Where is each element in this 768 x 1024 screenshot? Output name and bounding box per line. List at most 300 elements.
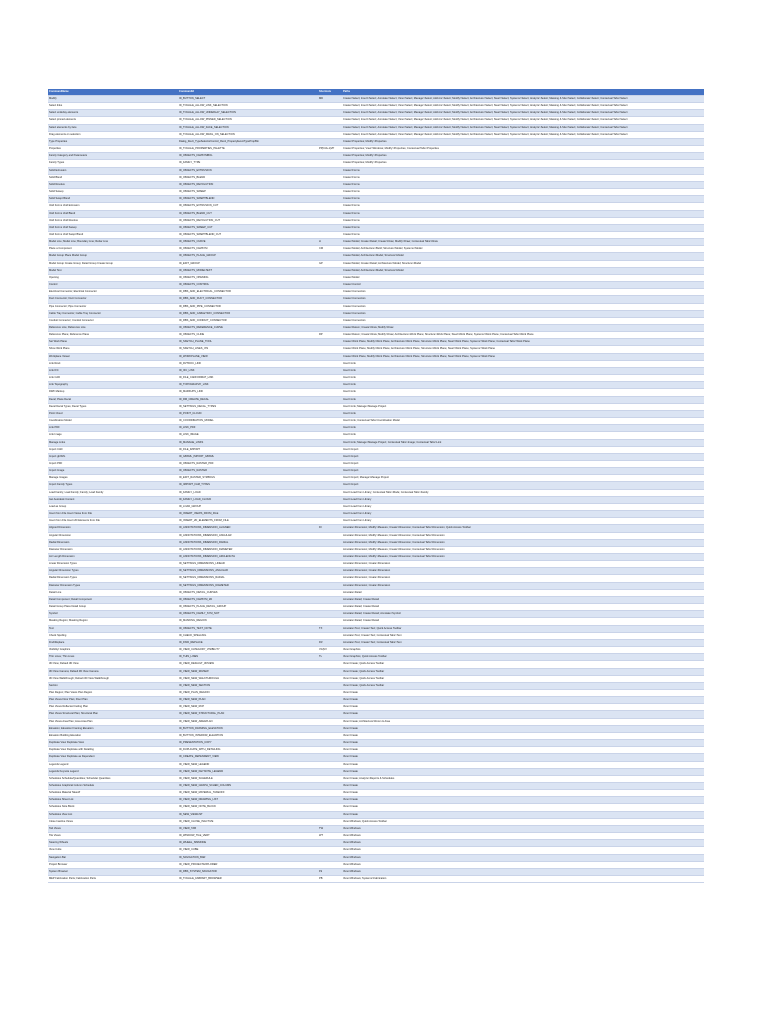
shortcuts-cell[interactable] <box>318 596 342 603</box>
command-id-cell[interactable]: ID_VIEW_NEW_3DVIEW <box>178 668 318 675</box>
command-name-cell[interactable]: Load as Group <box>48 503 178 510</box>
paths-cell[interactable]: Create>Properties; View>Windows; Modify>Properties; Contextual Tabs>Properties <box>342 146 704 153</box>
paths-cell[interactable]: Create>Connectors <box>342 317 704 324</box>
paths-cell[interactable]: Annotate>Dimension; Modify>Measure; Create>Dimension; Contextual Tabs>Dimension <box>342 532 704 539</box>
command-id-cell[interactable]: ID_FILE_IMPORT <box>178 446 318 453</box>
command-id-cell[interactable]: ID_VIEW_DEFAULT_3DVIEW <box>178 661 318 668</box>
command-id-cell[interactable]: ID_OBJECTS_TEXT_NOTE <box>178 625 318 632</box>
paths-cell[interactable]: Insert>Link <box>342 389 704 396</box>
command-id-cell[interactable]: ID_VIEW_NEW_MATERIAL_TAKEOFF <box>178 790 318 797</box>
shortcuts-cell[interactable] <box>318 110 342 117</box>
paths-cell[interactable]: Annotate>Dimension; Modify>Measure; Create>Dimension; Contextual Tabs>Dimension <box>342 539 704 546</box>
command-id-cell[interactable]: ID_COORDINATION_MODEL <box>178 418 318 425</box>
shortcuts-cell[interactable] <box>318 289 342 296</box>
command-id-cell[interactable]: ID_TOPOGRAPHY_LINK <box>178 382 318 389</box>
paths-cell[interactable]: Insert>Load from Library <box>342 518 704 525</box>
paths-cell[interactable]: View>Graphics; Quick Access Toolbar <box>342 654 704 661</box>
paths-cell[interactable]: Insert>Link; Manage>Manage Project <box>342 403 704 410</box>
shortcuts-cell[interactable]: FR <box>318 639 342 646</box>
command-name-cell[interactable]: Select links <box>48 103 178 110</box>
shortcuts-cell[interactable] <box>318 797 342 804</box>
paths-cell[interactable]: Annotate>Dimension; Create>Dimension <box>342 575 704 582</box>
paths-cell[interactable]: Insert>Link <box>342 425 704 432</box>
header-command-name[interactable]: CommandName <box>48 89 178 96</box>
paths-cell[interactable]: View>Windows <box>342 861 704 868</box>
command-name-cell[interactable]: Legends Keynote Legend <box>48 768 178 775</box>
command-name-cell[interactable]: Schedules Graphical Column Schedule <box>48 783 178 790</box>
command-name-cell[interactable]: Solid Sweep <box>48 189 178 196</box>
shortcuts-cell[interactable] <box>318 604 342 611</box>
paths-cell[interactable]: Annotate>Text; Create>Text; Contextual Tabs>Text <box>342 632 704 639</box>
shortcuts-cell[interactable] <box>318 217 342 224</box>
command-id-cell[interactable]: ID_MANAGE_LINKS <box>178 439 318 446</box>
command-name-cell[interactable]: Properties <box>48 146 178 153</box>
command-name-cell[interactable]: Angular Dimension <box>48 532 178 539</box>
command-id-cell[interactable]: ID_MASKING_REGION <box>178 618 318 625</box>
command-name-cell[interactable]: Tab Views <box>48 825 178 832</box>
command-name-cell[interactable]: Link Image <box>48 432 178 439</box>
shortcuts-cell[interactable] <box>318 453 342 460</box>
shortcuts-cell[interactable]: PB <box>318 876 342 883</box>
shortcuts-cell[interactable] <box>318 818 342 825</box>
shortcuts-cell[interactable] <box>318 231 342 238</box>
command-id-cell[interactable]: ID_VIEW_NEW_LEGEND <box>178 761 318 768</box>
paths-cell[interactable]: Annotate>Detail; Create>Detail <box>342 596 704 603</box>
command-id-cell[interactable]: ID_RBS_SYSTEM_NAVIGATOR <box>178 868 318 875</box>
header-paths[interactable]: Paths <box>342 89 704 96</box>
command-name-cell[interactable]: Coordination Model <box>48 418 178 425</box>
paths-cell[interactable]: Create>Work Plane; Modify>Work Plane; Architecture>Work Plane; Structure>Work Plane; Steel>Work Plane; Systems>Work Plane <box>342 353 704 360</box>
paths-cell[interactable]: View>Create <box>342 754 704 761</box>
command-id-cell[interactable]: ID_RBS_ADD_PIPE_CONNECTOR <box>178 303 318 310</box>
shortcuts-cell[interactable] <box>318 503 342 510</box>
command-name-cell[interactable]: Family Types <box>48 160 178 167</box>
paths-cell[interactable]: Create>Forms <box>342 231 704 238</box>
shortcuts-cell[interactable]: CM <box>318 246 342 253</box>
command-name-cell[interactable]: Schedules View List <box>48 811 178 818</box>
paths-cell[interactable]: Insert>Link <box>342 367 704 374</box>
paths-cell[interactable]: Create>Forms <box>342 210 704 217</box>
paths-cell[interactable]: View>Create <box>342 725 704 732</box>
command-name-cell[interactable]: Modify <box>48 96 178 103</box>
shortcuts-cell[interactable] <box>318 138 342 145</box>
shortcuts-cell[interactable] <box>318 475 342 482</box>
shortcuts-cell[interactable] <box>318 339 342 346</box>
command-id-cell[interactable]: ID_VIEW_NEW_AREAPLAN <box>178 718 318 725</box>
command-id-cell[interactable]: ID_VIEW_NEW_WALKTHROUGH <box>178 675 318 682</box>
paths-cell[interactable]: Annotate>Detail; Create>Detail <box>342 618 704 625</box>
command-id-cell[interactable]: ID_LOAD_GROUP <box>178 503 318 510</box>
shortcuts-cell[interactable] <box>318 568 342 575</box>
command-id-cell[interactable]: ID_VIEW_NEW_STRUCTURAL_PLAN <box>178 711 318 718</box>
shortcuts-cell[interactable]: LI <box>318 239 342 246</box>
shortcuts-cell[interactable]: PP|Ctrl+1|VP <box>318 146 342 153</box>
shortcuts-cell[interactable] <box>318 210 342 217</box>
shortcuts-cell[interactable] <box>318 668 342 675</box>
shortcuts-cell[interactable] <box>318 418 342 425</box>
command-id-cell[interactable]: ID_MARKUPS_LINK <box>178 389 318 396</box>
command-name-cell[interactable]: Plan Views Structural Plan; Structural Plan <box>48 711 178 718</box>
shortcuts-cell[interactable] <box>318 410 342 417</box>
command-id-cell[interactable]: ID_SKETCH_PLANE_TOOL <box>178 339 318 346</box>
shortcuts-cell[interactable] <box>318 353 342 360</box>
shortcuts-cell[interactable] <box>318 697 342 704</box>
header-command-id[interactable]: CommandId <box>178 89 318 96</box>
shortcuts-cell[interactable] <box>318 496 342 503</box>
command-id-cell[interactable]: ID_TOGGLE_FABPART_BROWSER <box>178 876 318 883</box>
command-name-cell[interactable]: Cable Tray Connector; Cable Tray Connector <box>48 310 178 317</box>
shortcuts-cell[interactable] <box>318 682 342 689</box>
paths-cell[interactable]: Insert>Import <box>342 482 704 489</box>
paths-cell[interactable]: Insert>Link; Contextual Tabs>Coordination Model <box>342 418 704 425</box>
command-id-cell[interactable]: ID_SKETCH_LINES_VIS <box>178 346 318 353</box>
shortcuts-cell[interactable] <box>318 181 342 188</box>
command-id-cell[interactable]: ID_OBJECTS_FAMILY_SYM_NOT <box>178 611 318 618</box>
paths-cell[interactable]: View>Create; Analyze>Reports & Schedules <box>342 775 704 782</box>
paths-cell[interactable]: Insert>Import; Manage>Manage Project <box>342 475 704 482</box>
command-id-cell[interactable]: ID_BUTTON_INTERIOR_ELEVATION <box>178 732 318 739</box>
shortcuts-cell[interactable] <box>318 439 342 446</box>
command-name-cell[interactable]: Manage Links <box>48 439 178 446</box>
command-id-cell[interactable]: ID_CREATE_DEPENDENT_VIEW <box>178 754 318 761</box>
shortcuts-cell[interactable]: WT <box>318 833 342 840</box>
command-id-cell[interactable]: Dialog_Revit_TypeSelectorControl_Revit_PropertyEventTypePropBtn <box>178 138 318 145</box>
paths-cell[interactable]: Create>Select; Insert>Select; Annotate>Select; View>Select; Manage>Select; Add-Ins>Select; Modify>Select; Architecture>Select; Steel>Select; Systems>Select; Analyze>Select; Massing & Site>Select; Collaborate>Select; Contextual Tabs>Select <box>342 124 704 131</box>
command-id-cell[interactable]: ID_VIEW_NEW_GRAPH_SCHED_COLUMN <box>178 783 318 790</box>
paths-cell[interactable]: Create>Connectors <box>342 289 704 296</box>
paths-cell[interactable]: View>Windows <box>342 868 704 875</box>
command-name-cell[interactable]: Find/Replace <box>48 639 178 646</box>
command-id-cell[interactable]: ID_OBJECTS_FAMSYM_2D <box>178 596 318 603</box>
command-id-cell[interactable]: ID_VIEW_PLAN_REGION <box>178 689 318 696</box>
paths-cell[interactable]: Create>Datum; Create>Draw; Modify>Draw <box>342 325 704 332</box>
shortcuts-cell[interactable] <box>318 103 342 110</box>
shortcuts-cell[interactable] <box>318 754 342 761</box>
command-name-cell[interactable]: Import Family Types <box>48 482 178 489</box>
paths-cell[interactable]: View>Create; Architecture>Room & Area <box>342 718 704 725</box>
shortcuts-cell[interactable] <box>318 811 342 818</box>
command-name-cell[interactable]: Duct Connector; Duct Connector <box>48 296 178 303</box>
paths-cell[interactable]: Create>Forms <box>342 224 704 231</box>
command-name-cell[interactable]: Navigation Bar <box>48 854 178 861</box>
command-name-cell[interactable]: Decal Decal Types; Decal Types <box>48 403 178 410</box>
shortcuts-cell[interactable] <box>318 131 342 138</box>
shortcuts-cell[interactable] <box>318 847 342 854</box>
paths-cell[interactable]: View>Create <box>342 732 704 739</box>
command-id-cell[interactable]: ID_BUTTON_SELECT <box>178 96 318 103</box>
paths-cell[interactable]: Insert>Link <box>342 396 704 403</box>
shortcuts-cell[interactable] <box>318 203 342 210</box>
paths-cell[interactable]: View>Create <box>342 790 704 797</box>
command-id-cell[interactable]: ID_VIEW_CATEGORY_VISIBILITY <box>178 647 318 654</box>
shortcuts-cell[interactable] <box>318 740 342 747</box>
command-name-cell[interactable]: Select elements by face <box>48 124 178 131</box>
command-name-cell[interactable]: Section <box>48 682 178 689</box>
command-id-cell[interactable]: ID_OBJECTS_REVOLUTION <box>178 181 318 188</box>
paths-cell[interactable]: View>Windows <box>342 847 704 854</box>
command-id-cell[interactable]: ID_FAMILY_LOAD <box>178 489 318 496</box>
shortcuts-cell[interactable] <box>318 382 342 389</box>
command-id-cell[interactable]: ID_PRESENTATION_COPY <box>178 740 318 747</box>
shortcuts-cell[interactable] <box>318 425 342 432</box>
command-name-cell[interactable]: Project Browser <box>48 861 178 868</box>
command-id-cell[interactable]: ID_LINK_PDF <box>178 425 318 432</box>
command-name-cell[interactable]: Tile Views <box>48 833 178 840</box>
command-id-cell[interactable]: ID_OBJECTS_REFERENCE_CURVE <box>178 325 318 332</box>
shortcuts-cell[interactable] <box>318 804 342 811</box>
command-id-cell[interactable]: ID_OBJECTS_EXTRUSION_CUT <box>178 203 318 210</box>
shortcuts-cell[interactable] <box>318 704 342 711</box>
paths-cell[interactable]: Insert>Import <box>342 460 704 467</box>
paths-cell[interactable]: Create>Connectors <box>342 310 704 317</box>
command-id-cell[interactable]: ID_VIEW_NEW_KEYNOTE_LEGEND <box>178 768 318 775</box>
command-id-cell[interactable]: ID_GBXML_IMPORT_GBXML <box>178 453 318 460</box>
command-id-cell[interactable]: ID_RVTDOC_LINK <box>178 360 318 367</box>
command-name-cell[interactable]: Plan Views Floor Plan; Floor Plan <box>48 697 178 704</box>
paths-cell[interactable]: Annotate>Detail <box>342 589 704 596</box>
shortcuts-cell[interactable] <box>318 489 342 496</box>
shortcuts-cell[interactable]: TL <box>318 654 342 661</box>
shortcuts-cell[interactable]: MD <box>318 96 342 103</box>
command-id-cell[interactable]: ID_OBJECTS_REVOLUTION_CUT <box>178 217 318 224</box>
command-name-cell[interactable]: Diameter Dimension <box>48 546 178 553</box>
shortcuts-cell[interactable] <box>318 546 342 553</box>
paths-cell[interactable]: Annotate>Dimension; Create>Dimension <box>342 582 704 589</box>
command-id-cell[interactable]: ID_OBJECTS_PLACE_DETAIL_GROUP <box>178 604 318 611</box>
paths-cell[interactable]: Insert>Import <box>342 453 704 460</box>
command-name-cell[interactable]: System Browser <box>48 868 178 875</box>
command-id-cell[interactable]: ID_BUTTON_FRAMING_ELEVATION <box>178 725 318 732</box>
command-name-cell[interactable]: Linear Dimension Types <box>48 561 178 568</box>
header-shortcuts[interactable]: Shortcuts <box>318 89 342 96</box>
paths-cell[interactable]: Create>Model <box>342 274 704 281</box>
command-id-cell[interactable]: ID_FILE_CADFORMAT_LINK <box>178 375 318 382</box>
paths-cell[interactable]: View>Create; Quick Access Toolbar <box>342 661 704 668</box>
command-name-cell[interactable]: Import gbXML <box>48 453 178 460</box>
command-name-cell[interactable]: Plan Views Reflected Ceiling Plan <box>48 704 178 711</box>
command-id-cell[interactable]: ID_TOGGLE_ALLOW_UNDERLAY_SELECTION <box>178 110 318 117</box>
command-name-cell[interactable]: Void Forms Void Sweep <box>48 224 178 231</box>
command-name-cell[interactable]: Import PDF <box>48 460 178 467</box>
command-id-cell[interactable]: ID_EDIT_GROUP <box>178 260 318 267</box>
command-id-cell[interactable]: ID_RBS_ADD_DUCT_CONNECTOR <box>178 296 318 303</box>
command-name-cell[interactable]: Detail Line <box>48 589 178 596</box>
command-id-cell[interactable]: ID_RBS_ADD_ELECTRICAL_CONNECTOR <box>178 289 318 296</box>
command-id-cell[interactable]: ID_WINDOW_TILE_VERT <box>178 833 318 840</box>
paths-cell[interactable]: Insert>Link <box>342 432 704 439</box>
paths-cell[interactable]: Create>Select; Insert>Select; Annotate>Select; View>Select; Manage>Select; Add-Ins>Select; Modify>Select; Architecture>Select; Steel>Select; Systems>Select; Analyze>Select; Massing & Site>Select; Collaborate>Select; Contextual Tabs>Select <box>342 103 704 110</box>
shortcuts-cell[interactable] <box>318 783 342 790</box>
command-name-cell[interactable]: Model Line; Model Line; Boundary Line; Rebar Line <box>48 239 178 246</box>
command-name-cell[interactable]: Type Properties <box>48 138 178 145</box>
paths-cell[interactable]: Create>Datum; Create>Draw; Modify>Draw; Architecture>Work Plane; Structure>Work Plane; Steel>Work Plane; Systems>Work Plane; Contextual Tabs>Work Plane <box>342 332 704 339</box>
shortcuts-cell[interactable] <box>318 367 342 374</box>
shortcuts-cell[interactable] <box>318 554 342 561</box>
shortcuts-cell[interactable] <box>318 117 342 124</box>
shortcuts-cell[interactable] <box>318 325 342 332</box>
command-name-cell[interactable]: Elevation Building Elevation <box>48 732 178 739</box>
command-id-cell[interactable]: ID_OBJECTS_CLINE <box>178 332 318 339</box>
shortcuts-cell[interactable] <box>318 167 342 174</box>
command-name-cell[interactable]: Duplicate View Duplicate with Detailing <box>48 747 178 754</box>
shortcuts-cell[interactable] <box>318 747 342 754</box>
shortcuts-cell[interactable] <box>318 224 342 231</box>
paths-cell[interactable]: View>Create; Quick Access Toolbar <box>342 668 704 675</box>
command-id-cell[interactable]: ID_POINT_CLOUD <box>178 410 318 417</box>
command-name-cell[interactable]: Model Group Place Model Group <box>48 253 178 260</box>
command-name-cell[interactable]: Detail Component; Detail Component <box>48 596 178 603</box>
command-name-cell[interactable]: Void Forms Void Blend <box>48 210 178 217</box>
command-name-cell[interactable]: Solid Revolve <box>48 181 178 188</box>
command-name-cell[interactable]: Pipe Connector; Pipe Connector <box>48 303 178 310</box>
command-name-cell[interactable]: Void Forms Void Revolve <box>48 217 178 224</box>
paths-cell[interactable]: Insert>Link; Manage>Manage Project; Contextual Tabs>Image; Contextual Tabs>Link <box>342 439 704 446</box>
command-id-cell[interactable]: ID_SETTINGS_DIMENSIONS_ANGULAR <box>178 568 318 575</box>
paths-cell[interactable]: Annotate>Detail; Create>Detail; Annotate>Symbol <box>342 611 704 618</box>
command-name-cell[interactable]: Solid Blend <box>48 174 178 181</box>
paths-cell[interactable]: Create>Forms <box>342 217 704 224</box>
command-id-cell[interactable]: ID_IMPORT_FAM_TYPES <box>178 482 318 489</box>
command-name-cell[interactable]: Visibility/ Graphics <box>48 647 178 654</box>
command-id-cell[interactable]: ID_ANNOTATIONS_DIMENSION_ARCLENGTH <box>178 554 318 561</box>
command-name-cell[interactable]: Model Group Create Group; Detail Group Create Group <box>48 260 178 267</box>
shortcuts-cell[interactable] <box>318 761 342 768</box>
command-name-cell[interactable]: Link Topography <box>48 382 178 389</box>
shortcuts-cell[interactable] <box>318 174 342 181</box>
paths-cell[interactable]: Create>Forms <box>342 203 704 210</box>
command-id-cell[interactable]: ID_OBJECTS_PLACE_GROUP <box>178 253 318 260</box>
command-name-cell[interactable]: Drag elements on selection <box>48 131 178 138</box>
shortcuts-cell[interactable] <box>318 396 342 403</box>
command-id-cell[interactable]: ID_THIN_LINES <box>178 654 318 661</box>
command-name-cell[interactable]: Masking Region; Masking Region <box>48 618 178 625</box>
shortcuts-cell[interactable] <box>318 482 342 489</box>
shortcuts-cell[interactable] <box>318 618 342 625</box>
command-id-cell[interactable]: ID_VIEW_NEW_RCP <box>178 704 318 711</box>
command-id-cell[interactable]: ID_TOGGLE_ALLOW_DRAG_ON_SELECTION <box>178 131 318 138</box>
shortcuts-cell[interactable] <box>318 468 342 475</box>
paths-cell[interactable]: Create>Work Plane; Modify>Work Plane; Architecture>Work Plane; Structure>Work Plane; Steel>Work Plane; Systems>Work Plane <box>342 346 704 353</box>
paths-cell[interactable]: View>Windows <box>342 840 704 847</box>
command-id-cell[interactable]: ID_VIEW_PROJECTEXPLORER <box>178 861 318 868</box>
shortcuts-cell[interactable] <box>318 539 342 546</box>
shortcuts-cell[interactable] <box>318 532 342 539</box>
shortcuts-cell[interactable] <box>318 840 342 847</box>
command-id-cell[interactable]: ID_VIEW_NEW_PLAN <box>178 697 318 704</box>
command-id-cell[interactable]: ID_INSERT_2D_ELEMENTS_FROM_FILE <box>178 518 318 525</box>
paths-cell[interactable]: View>Create <box>342 740 704 747</box>
shortcuts-cell[interactable]: VG|VV <box>318 647 342 654</box>
paths-cell[interactable]: Insert>Link <box>342 382 704 389</box>
paths-cell[interactable]: View>Create <box>342 689 704 696</box>
command-name-cell[interactable]: Point Cloud <box>48 410 178 417</box>
command-name-cell[interactable]: Radial Dimension <box>48 539 178 546</box>
command-name-cell[interactable]: Schedules Sheet List <box>48 797 178 804</box>
paths-cell[interactable]: Insert>Link <box>342 410 704 417</box>
command-id-cell[interactable]: ID_RBS_ADD_CONDUIT_CONNECTOR <box>178 317 318 324</box>
command-name-cell[interactable]: 3D View Walkthrough; Default 3D View Walkthrough <box>48 675 178 682</box>
command-name-cell[interactable]: Solid Swept Blend <box>48 196 178 203</box>
command-id-cell[interactable]: ID_OBJECTS_RASTER <box>178 468 318 475</box>
command-id-cell[interactable]: ID_OBJECTS_FAMSYM <box>178 246 318 253</box>
command-name-cell[interactable]: Reference Line; Reference Line <box>48 325 178 332</box>
paths-cell[interactable]: View>Create <box>342 761 704 768</box>
shortcuts-cell[interactable] <box>318 611 342 618</box>
shortcuts-cell[interactable] <box>318 661 342 668</box>
shortcuts-cell[interactable] <box>318 403 342 410</box>
shortcuts-cell[interactable] <box>318 725 342 732</box>
command-name-cell[interactable]: Steering Wheels <box>48 840 178 847</box>
command-name-cell[interactable]: Get Autodesk Content <box>48 496 178 503</box>
shortcuts-cell[interactable] <box>318 861 342 868</box>
paths-cell[interactable]: Create>Model; Architecture>Model; Structure>Model <box>342 253 704 260</box>
paths-cell[interactable]: View>Create <box>342 811 704 818</box>
paths-cell[interactable]: Create>Properties; Modify>Properties <box>342 160 704 167</box>
paths-cell[interactable]: View>Windows; Systems>Fabrication <box>342 876 704 883</box>
command-name-cell[interactable]: Text <box>48 625 178 632</box>
command-id-cell[interactable]: ID_ANNOTATIONS_DIMENSION_RADIAL <box>178 539 318 546</box>
command-name-cell[interactable]: Reference Plane; Reference Plane <box>48 332 178 339</box>
shortcuts-cell[interactable] <box>318 775 342 782</box>
paths-cell[interactable]: Annotate>Dimension; Create>Dimension <box>342 561 704 568</box>
paths-cell[interactable]: Annotate>Dimension; Create>Dimension <box>342 568 704 575</box>
command-name-cell[interactable]: Plan Views Area Plan; Area Area Plan <box>48 718 178 725</box>
command-name-cell[interactable]: Decal; Place Decal <box>48 396 178 403</box>
shortcuts-cell[interactable] <box>318 582 342 589</box>
command-id-cell[interactable]: ID_WORKPLANE_VIEW <box>178 353 318 360</box>
paths-cell[interactable]: View>Create <box>342 797 704 804</box>
command-name-cell[interactable]: DWF Markup <box>48 389 178 396</box>
shortcuts-cell[interactable] <box>318 310 342 317</box>
command-id-cell[interactable]: ID_FAMILY_LOAD_CLOUD <box>178 496 318 503</box>
command-id-cell[interactable]: ID_VIEW_NEW_DRAWING_LIST <box>178 797 318 804</box>
command-name-cell[interactable]: Legends Legend <box>48 761 178 768</box>
paths-cell[interactable]: Annotate>Dimension; Modify>Measure; Create>Dimension; Contextual Tabs>Dimension; Quick Access Toolbar <box>342 525 704 532</box>
command-name-cell[interactable]: MEP Fabrication Parts; Fabrication Parts <box>48 876 178 883</box>
command-id-cell[interactable]: ID_OBJECTS_RASTER_PDF <box>178 460 318 467</box>
paths-cell[interactable]: View>Create <box>342 697 704 704</box>
command-id-cell[interactable]: ID_SETTINGS_DECAL_TYPES <box>178 403 318 410</box>
command-name-cell[interactable]: Solid Extrusion <box>48 167 178 174</box>
shortcuts-cell[interactable]: RP <box>318 332 342 339</box>
command-name-cell[interactable]: Link PDF <box>48 425 178 432</box>
shortcuts-cell[interactable] <box>318 274 342 281</box>
command-name-cell[interactable]: Detail Group Place Detail Group <box>48 604 178 611</box>
paths-cell[interactable]: View>Create <box>342 783 704 790</box>
command-id-cell[interactable]: ID_OBJECTS_SWEPTBLEND_CUT <box>178 231 318 238</box>
command-id-cell[interactable]: ID_VIEW_NEW_SCHEDULE <box>178 775 318 782</box>
paths-cell[interactable]: Create>Forms <box>342 181 704 188</box>
paths-cell[interactable]: Create>Model; Create>Detail; Create>Draw; Modify>Draw; Contextual Tabs>Draw <box>342 239 704 246</box>
command-id-cell[interactable]: ID_SETTINGS_DIMENSIONS_RADIAL <box>178 575 318 582</box>
paths-cell[interactable]: Create>Connectors <box>342 296 704 303</box>
paths-cell[interactable]: Annotate>Text; Create>Text; Contextual Tabs>Text <box>342 639 704 646</box>
shortcuts-cell[interactable] <box>318 317 342 324</box>
shortcuts-cell[interactable] <box>318 732 342 739</box>
command-name-cell[interactable]: Plan Region; Plan Views Plan Region <box>48 689 178 696</box>
shortcuts-cell[interactable] <box>318 768 342 775</box>
shortcuts-cell[interactable] <box>318 153 342 160</box>
shortcuts-cell[interactable] <box>318 575 342 582</box>
command-name-cell[interactable]: Insert from File Insert 2D Elements from File <box>48 518 178 525</box>
shortcuts-cell[interactable] <box>318 711 342 718</box>
command-id-cell[interactable]: ID_VIEW_CUBE <box>178 847 318 854</box>
paths-cell[interactable]: View>Create <box>342 711 704 718</box>
command-name-cell[interactable]: Control <box>48 282 178 289</box>
command-id-cell[interactable]: ID_LINK_IMAGE <box>178 432 318 439</box>
command-id-cell[interactable]: ID_TOGGLE_ALLOW_FACE_SELECTION <box>178 124 318 131</box>
shortcuts-cell[interactable] <box>318 561 342 568</box>
